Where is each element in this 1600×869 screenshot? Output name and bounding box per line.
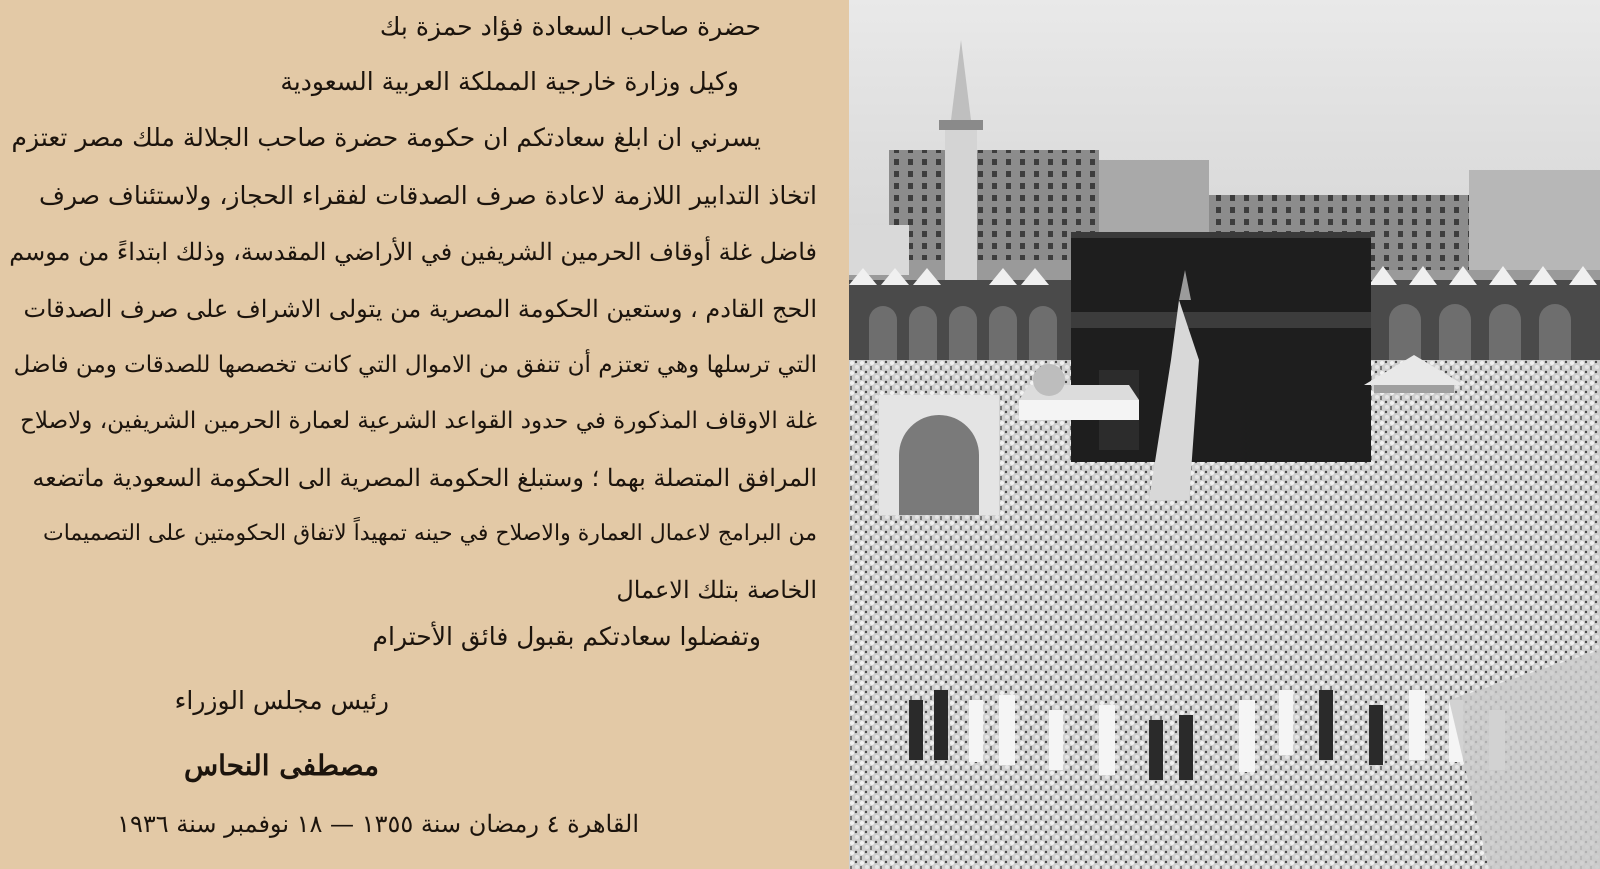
letter-body-line: فاضل غلة أوقاف الحرمين الشريفين في الأراضي المقدسة، وذلك ابتداءً من موسم [9, 238, 817, 266]
letter-closing: وتفضلوا سعادتكم بقبول فائق الأحترام [372, 622, 761, 651]
letter-body-line: غلة الاوقاف المذكورة في حدود القواعد الشرعية لعمارة الحرمين الشريفين، ولاصلاح [20, 408, 817, 434]
letter-body-line: المرافق المتصلة بهما ؛ وستبلغ الحكومة المصرية الى الحكومة السعودية ماتضعه [32, 464, 817, 492]
letter-body-line: اتخاذ التدابير اللازمة لاعادة صرف الصدقات لفقراء الحجاز، ولاستئناف صرف [39, 181, 817, 210]
kaaba-photograph [849, 0, 1600, 869]
letter-body-line: الحج القادم ، وستعين الحكومة المصرية من يتولى الاشراف على صرف الصدقات [23, 295, 817, 323]
letter-addressee-title: وكيل وزارة خارجية المملكة العربية السعودية [280, 67, 739, 96]
letter-body-line: التي ترسلها وهي تعتزم أن تنفق من الاموال التي كانت تخصصها للصدقات ومن فاضل [13, 352, 817, 378]
signer-title: رئيس مجلس الوزراء [174, 686, 389, 715]
letter-body-line: الخاصة بتلك الاعمال [616, 576, 817, 604]
letter-salutation: حضرة صاحب السعادة فؤاد حمزة بك [379, 12, 761, 41]
signer-name: مصطفى النحاس [183, 749, 379, 782]
letter-date-line: القاهرة ٤ رمضان سنة ١٣٥٥ — ١٨ نوفمبر سنة ١٩٣٦ [117, 810, 639, 838]
letter-body-line: يسرني ان ابلغ سعادتكم ان حكومة حضرة صاحب الجلالة ملك مصر تعتزم [11, 123, 761, 152]
letter-body-line: من البرامج لاعمال العمارة والاصلاح في حينه تمهيداً لاتفاق الحكومتين على التصميمات [42, 521, 817, 546]
